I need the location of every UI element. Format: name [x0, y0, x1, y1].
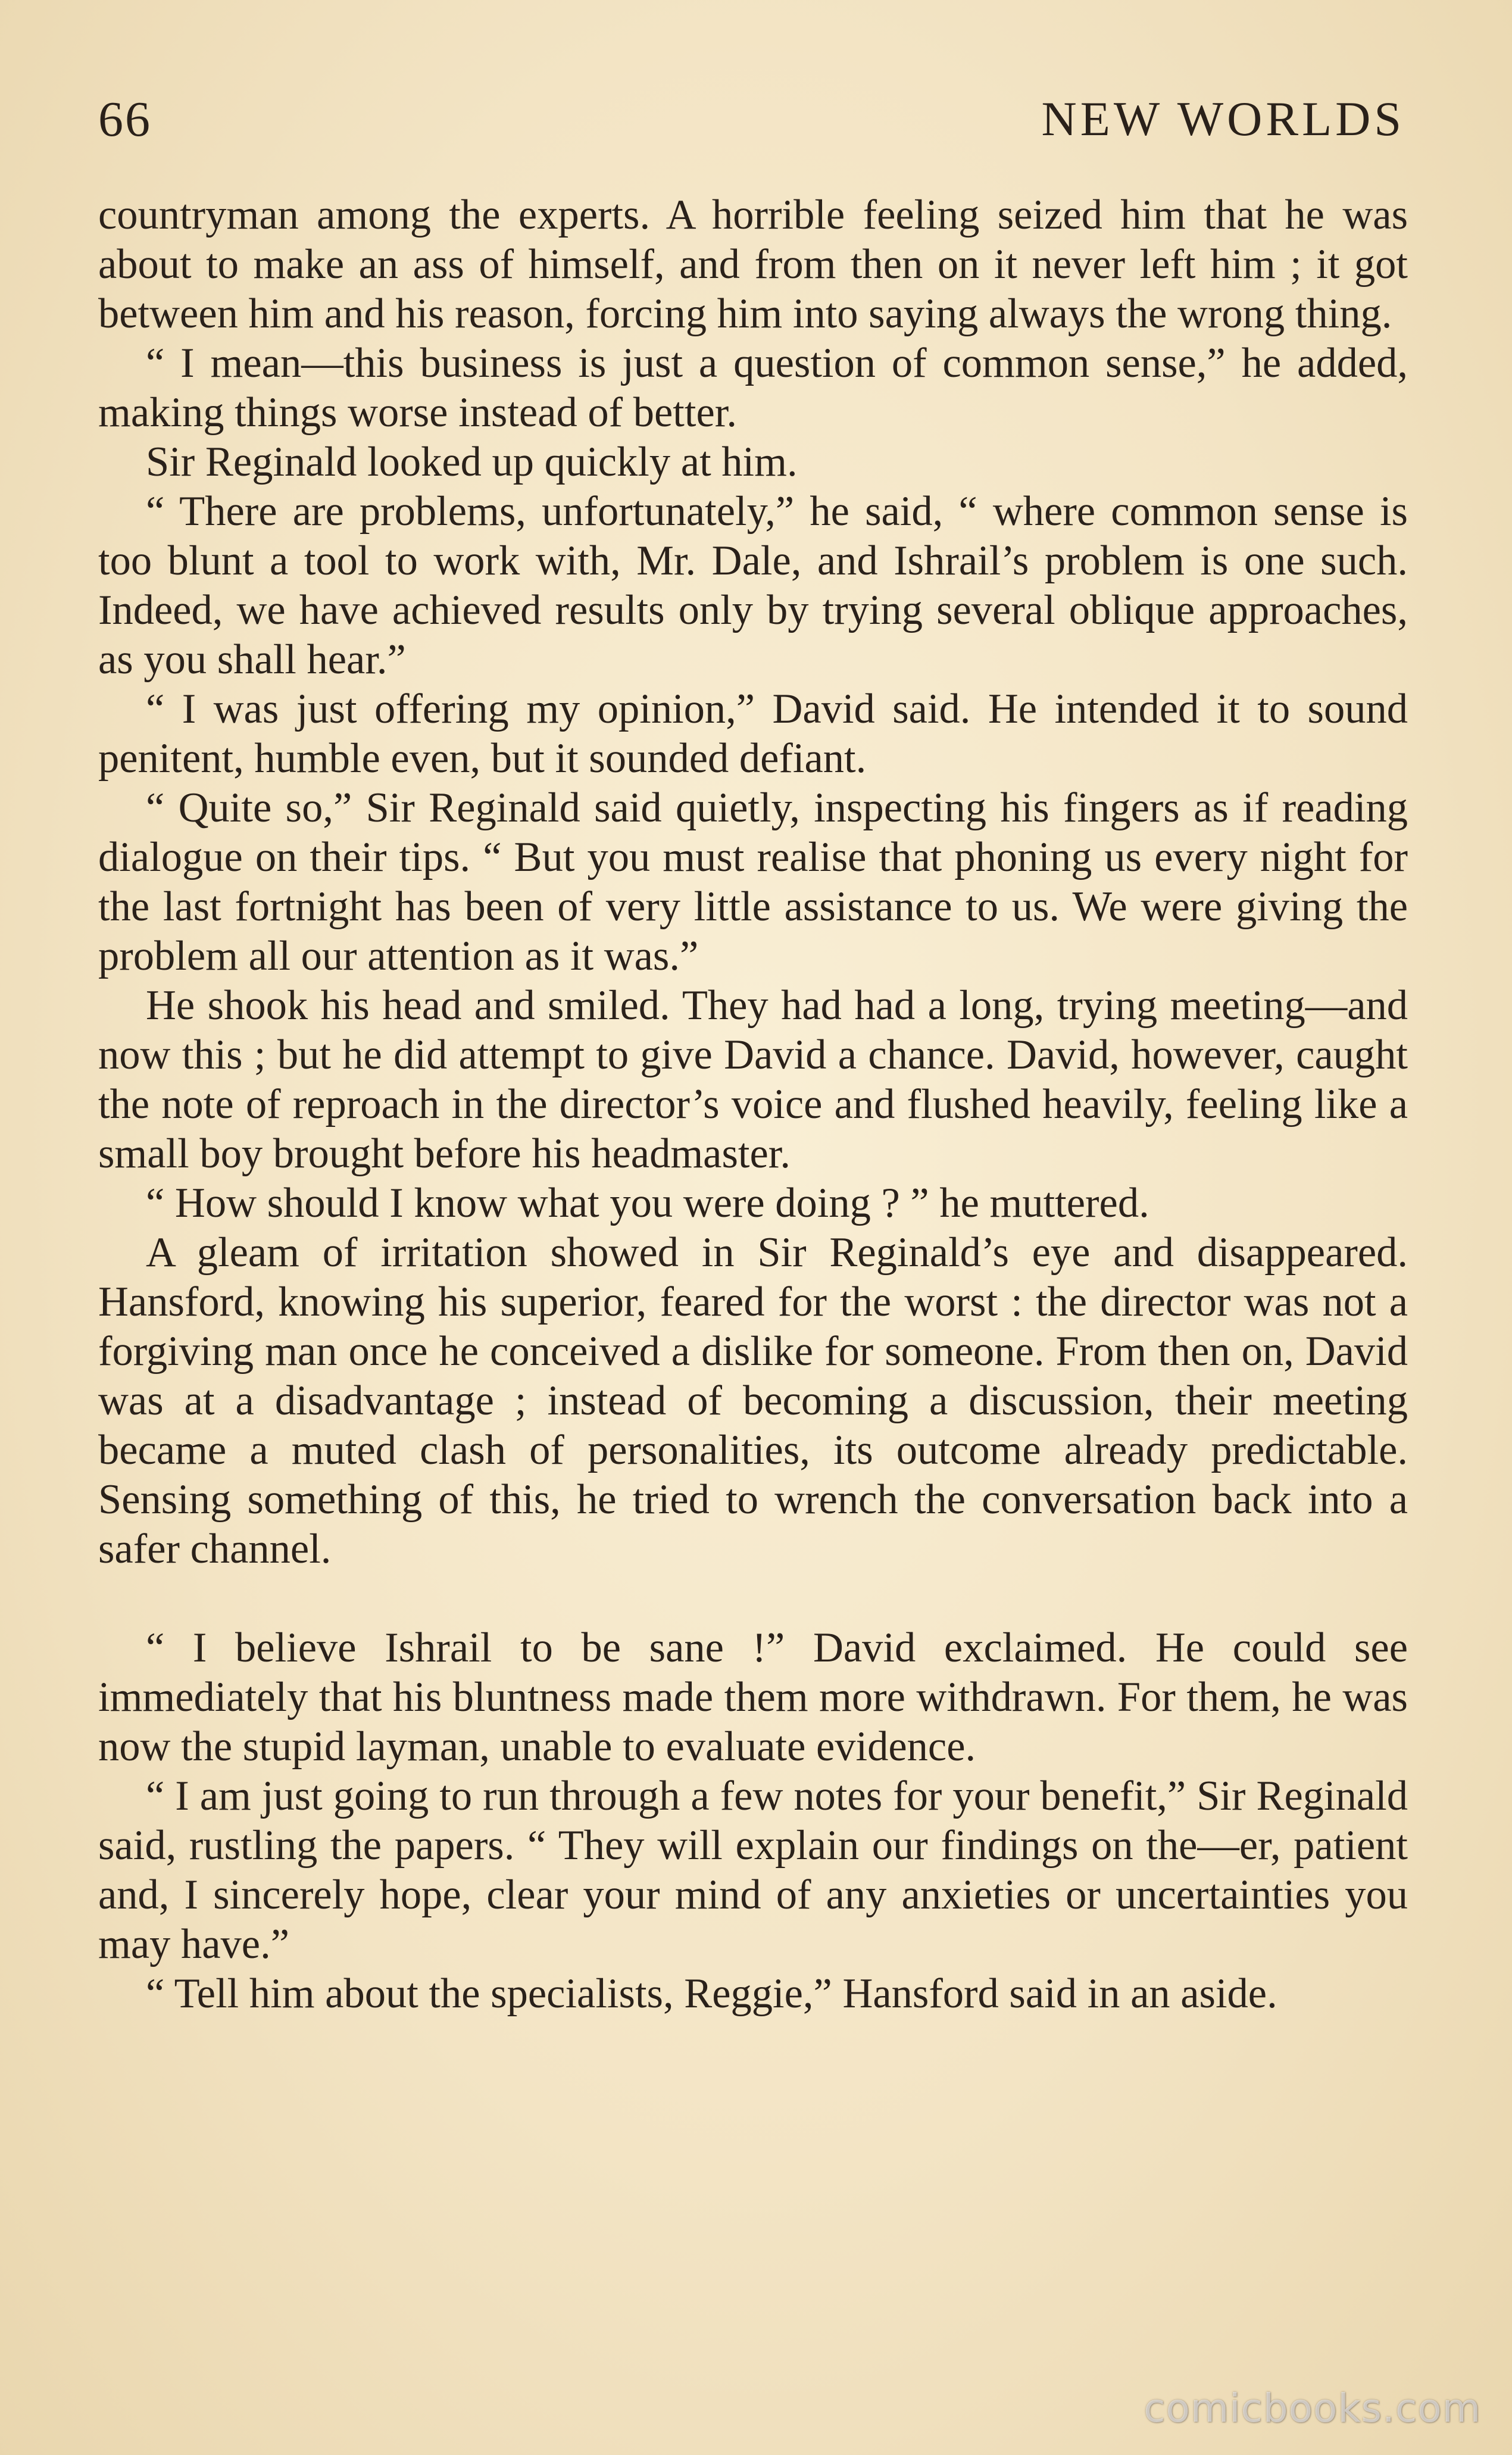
paragraph: He shook his head and smiled. They had had a long, trying meeting—and now this ; but he did attempt to give David a chance. David, however, caught the note of reproach in the director’s voice and flushed heavily, feeling like a small boy brought before his headmaster. — [98, 982, 1408, 1177]
paragraph: “ Tell him about the specialists, Reggie,” Hansford said in an aside. — [146, 1970, 1277, 2017]
paragraph: A gleam of irritation showed in Sir Reginald’s eye and disappeared. Hansford, knowing his superior, feared for the worst : the director was not a forgiving man once he conceived a dislike for someone. From then on, David was at a disadvantage ; instead of becoming a discussion, their meeting became a muted clash of personalities, its outcome already predictable. Sensing something of this, he tried to wrench the conversation back into a safer channel. — [98, 1229, 1408, 1572]
paragraph: “ I mean—this business is just a question of common sense,” he added, making things worse instead of better. — [98, 340, 1408, 436]
paragraph: “ There are problems, unfortunately,” he said, “ where common sense is too blunt a tool to work with, Mr. Dale, and Ishrail’s problem is one such. Indeed, we have achieved results only by trying several oblique approaches, as you shall hear.” — [98, 488, 1408, 683]
paragraph: countryman among the experts. A horrible feeling seized him that he was about to make an ass of himself, and from then on it never left him ; it got between him and his reason, forcing him into saying always the wrong thing. — [98, 192, 1408, 337]
paragraph: “ How should I know what you were doing ? ” he muttered. — [146, 1180, 1149, 1226]
paragraph: “ I was just offering my opinion,” David said. He intended it to sound penitent, humble even, but it sounded defiant. — [98, 686, 1408, 782]
paragraph: Sir Reginald looked up quickly at him. — [146, 439, 798, 485]
paragraph: “ I am just going to run through a few notes for your benefit,” Sir Reginald said, rustling the papers. “ They will explain our findings on the—er, patient and, I sincerely hope, clear your mind of any anxieties or uncertainties you may have.” — [98, 1773, 1408, 1967]
running-title: NEW WORLDS — [1041, 92, 1405, 146]
running-head — [98, 89, 1405, 149]
body-text — [98, 190, 1408, 2019]
paragraph: “ Quite so,” Sir Reginald said quietly, inspecting his fingers as if reading dialogue on their tips. “ But you must realise that phoning us every night for the last fortnight has been of very little assistance to us. We were giving the problem all our attention as it was.” — [98, 785, 1408, 979]
paragraph: “ I believe Ishrail to be sane !” David exclaimed. He could see immediately that his bluntness made them more withdrawn. For them, he was now the stupid layman, unable to evaluate evidence. — [98, 1625, 1408, 1770]
page-number: 66 — [98, 91, 152, 147]
watermark: comicbooks.com — [1144, 2385, 1481, 2431]
